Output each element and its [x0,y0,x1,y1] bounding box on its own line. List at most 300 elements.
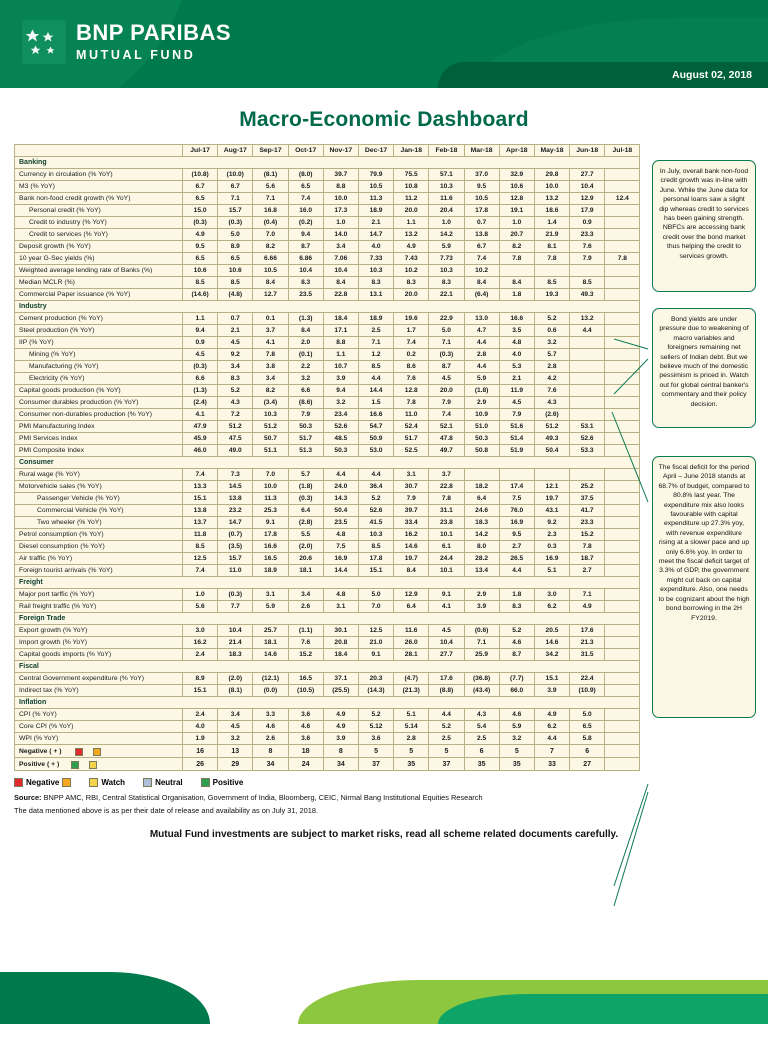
data-cell: 51.1 [253,445,288,457]
data-cell: 2.0 [288,337,323,349]
data-cell: 6.5 [570,721,605,733]
data-cell: 16.6 [499,313,534,325]
data-cell: 8.3 [358,277,393,289]
footer-shape-teal [438,994,768,1024]
table-row [15,289,640,301]
data-cell: 4.6 [499,637,534,649]
data-cell: (8.0) [288,169,323,181]
data-cell: (43.4) [464,685,499,697]
data-cell [605,637,640,649]
table-row [15,529,640,541]
data-cell: 5.12 [358,721,393,733]
data-cell [605,529,640,541]
data-cell: 15.2 [288,649,323,661]
data-cell [605,445,640,457]
totals-cell: 5 [394,745,429,758]
brand-name: BNP PARIBAS [76,20,232,45]
data-cell: 51.7 [394,433,429,445]
table-row [15,337,640,349]
callout-banking: In July, overall bank non-food credit growth was in-line with June. While the June data for personal loans saw a slight dip whereas credit to services has been gaining strength. NBFCs are accessing bank credit over the bond market thus helping the credit to services growth. [652,160,756,292]
data-cell: 5.0 [429,325,464,337]
data-cell: 22.8 [429,481,464,493]
table-row [15,277,640,289]
data-cell [570,265,605,277]
totals-cell: 26 [183,758,218,771]
data-cell: 39.7 [323,169,358,181]
data-cell: 8.5 [570,277,605,289]
data-cell: 76.0 [499,505,534,517]
data-cell: 0.9 [183,337,218,349]
data-cell: 18.6 [534,205,569,217]
data-cell [570,385,605,397]
column-header-oct-17: Oct-17 [288,145,323,157]
data-cell: (2.6) [534,409,569,421]
legend-item-positive [201,778,244,787]
data-cell [605,325,640,337]
data-cell: 7.6 [394,373,429,385]
data-cell: 10.4 [570,181,605,193]
data-cell: 3.6 [288,709,323,721]
page-header [0,0,768,88]
data-cell: 1.2 [358,349,393,361]
data-cell: 1.0 [183,589,218,601]
data-cell: 49.3 [570,289,605,301]
data-cell: 2.5 [358,325,393,337]
data-cell: 10.6 [499,181,534,193]
legend-label-negative: Negative [26,778,60,787]
section-title: Consumer [15,457,640,469]
data-cell [605,361,640,373]
data-cell: 3.7 [253,325,288,337]
table-row [15,325,640,337]
data-cell: 66.0 [499,685,534,697]
column-header-mar-18: Mar-18 [464,145,499,157]
totals-cell [605,745,640,758]
row-label: Currency in circulation (% YoY) [15,169,183,181]
data-cell: 3.4 [253,373,288,385]
data-cell: 14.7 [358,229,393,241]
data-cell: 3.1 [253,589,288,601]
data-cell: 4.0 [358,241,393,253]
four-stars-icon [22,20,66,64]
data-cell: 10.4 [323,265,358,277]
data-cell: 7.6 [288,637,323,649]
data-cell: 9.4 [288,229,323,241]
data-cell: 2.9 [464,397,499,409]
data-cell: 19.3 [534,289,569,301]
data-cell: 8.3 [394,277,429,289]
table-corner-cell [15,145,183,157]
totals-cell: 33 [534,758,569,771]
data-cell: 3.4 [218,361,253,373]
data-cell: 1.8 [499,289,534,301]
totals-cell: 35 [464,758,499,771]
totals-cell: 34 [253,758,288,771]
data-cell: 16.6 [253,541,288,553]
data-cell: 23.4 [323,409,358,421]
data-cell: 7.5 [499,493,534,505]
data-cell: (3.5) [218,541,253,553]
data-cell: 7.9 [570,253,605,265]
data-cell: 28.1 [394,649,429,661]
data-cell: 23.8 [429,517,464,529]
table-row [15,421,640,433]
data-cell: 7.0 [253,469,288,481]
data-cell: 9.5 [499,529,534,541]
footer-shape-dark-green [0,972,210,1024]
data-cell [605,649,640,661]
data-cell: 7.8 [429,493,464,505]
data-cell: 7.2 [218,409,253,421]
data-cell [605,493,640,505]
data-cell [605,625,640,637]
data-cell: 4.1 [429,601,464,613]
data-cell [605,205,640,217]
data-cell: 5.14 [394,721,429,733]
data-cell: 4.4 [358,373,393,385]
data-cell: 7.4 [288,193,323,205]
data-cell: 16.5 [288,673,323,685]
data-cell: 18.3 [464,517,499,529]
data-cell: (8.8) [429,685,464,697]
data-cell: 34.2 [534,649,569,661]
data-cell: 5.9 [253,601,288,613]
data-cell [605,169,640,181]
data-cell: 11.6 [429,193,464,205]
data-cell: 0.1 [253,313,288,325]
data-cell: 6.5 [288,181,323,193]
data-cell: 7.1 [253,193,288,205]
data-cell: 51.2 [253,421,288,433]
data-cell: 27.7 [429,649,464,661]
data-cell: 7.4 [464,253,499,265]
data-cell: 13.7 [183,517,218,529]
data-cell [605,229,640,241]
data-cell: 31.5 [570,649,605,661]
data-cell: 5.2 [358,493,393,505]
totals-label: Positive ( + ) [15,758,183,771]
data-cell [570,397,605,409]
data-cell: 5.1 [394,709,429,721]
data-cell: 9.4 [183,325,218,337]
legend-item-watch [89,778,125,787]
data-cell: (8.1) [253,169,288,181]
data-cell: 5.5 [288,529,323,541]
data-cell: 16.5 [253,553,288,565]
data-cell: 5.9 [464,373,499,385]
row-label: 10 year G-Sec yields (%) [15,253,183,265]
data-cell: 8.9 [218,241,253,253]
data-cell: 50.3 [464,433,499,445]
row-label: Weighted average lending rate of Banks (%) [15,265,183,277]
section-title: Foreign Trade [15,613,640,625]
data-cell: 33.4 [394,517,429,529]
data-cell: 8.4 [323,277,358,289]
data-cell: 51.6 [499,421,534,433]
data-cell: (1.8) [464,385,499,397]
data-cell: 16.9 [534,553,569,565]
data-cell: 8.3 [429,277,464,289]
data-cell: 18.7 [570,553,605,565]
table-row [15,721,640,733]
data-cell: 50.8 [464,445,499,457]
data-cell: 10.3 [358,265,393,277]
data-cell: 2.1 [358,217,393,229]
table-row [15,601,640,613]
data-cell: 3.6 [288,733,323,745]
data-cell: 6.7 [464,241,499,253]
data-cell: 10.4 [429,637,464,649]
data-cell: 8.2 [253,385,288,397]
totals-cell: 16 [183,745,218,758]
data-cell: 3.8 [253,361,288,373]
row-label: IIP (% YoY) [15,337,183,349]
data-cell: 3.1 [394,469,429,481]
data-cell: (0.3) [429,349,464,361]
data-cell: 15.0 [183,205,218,217]
data-cell: 6.4 [288,505,323,517]
totals-cell: 6 [570,745,605,758]
totals-row [15,745,640,758]
row-label: Commercial Paper issuance (% YoY) [15,289,183,301]
row-label: Rail freight traffic (% YoY) [15,601,183,613]
row-label: Air traffic (% YoY) [15,553,183,565]
data-cell: 3.3 [253,709,288,721]
data-cell: (1.3) [183,385,218,397]
data-cell: 5.0 [570,709,605,721]
data-cell: 6.7 [183,181,218,193]
data-cell: 6.86 [288,253,323,265]
data-cell: 3.4 [323,241,358,253]
data-cell: 8.4 [253,277,288,289]
data-cell: 41.5 [358,517,393,529]
row-label: Electricity (% YoY) [15,373,183,385]
table-row [15,709,640,721]
data-cell: 17.6 [570,625,605,637]
data-cell: 52.6 [323,421,358,433]
data-cell: 10.9 [464,409,499,421]
data-cell [605,721,640,733]
data-cell: 47.9 [183,421,218,433]
data-cell: 8.6 [394,361,429,373]
data-cell: 3.2 [218,733,253,745]
data-cell: 18.4 [323,313,358,325]
data-cell: 18.1 [288,565,323,577]
data-cell: 12.7 [253,289,288,301]
data-cell [605,373,640,385]
data-cell: 3.9 [464,601,499,613]
data-cell: 13.0 [464,313,499,325]
totals-cell: 37 [358,758,393,771]
data-cell: 7.3 [218,469,253,481]
data-cell: 9.5 [464,181,499,193]
data-cell [534,265,569,277]
section-row [15,577,640,589]
data-cell: 46.0 [183,445,218,457]
table-row [15,553,640,565]
macro-economic-table [14,144,640,771]
data-cell: 4.4 [464,337,499,349]
totals-cell: 6 [464,745,499,758]
data-cell: 9.2 [218,349,253,361]
data-cell: 3.5 [499,325,534,337]
data-cell: 50.3 [323,445,358,457]
data-cell: 4.3 [218,397,253,409]
data-cell: 17.8 [358,553,393,565]
data-cell: 2.4 [183,649,218,661]
data-cell: 11.9 [499,385,534,397]
data-cell: 45.9 [183,433,218,445]
data-cell: 7.5 [323,541,358,553]
data-cell: 0.7 [218,313,253,325]
data-cell [605,709,640,721]
data-cell [570,349,605,361]
data-cell: 9.1 [429,589,464,601]
row-label: Passenger Vehicle (% YoY) [15,493,183,505]
data-cell: 19.6 [394,313,429,325]
data-cell: (0.3) [183,217,218,229]
data-cell: 7.9 [499,409,534,421]
row-label: PMI Manufacturing Index [15,421,183,433]
data-cell: 7.8 [534,253,569,265]
data-cell: 2.7 [570,565,605,577]
data-cell: 10.3 [253,409,288,421]
data-cell: 7.33 [358,253,393,265]
data-cell: 6.5 [218,253,253,265]
data-cell: 50.3 [288,421,323,433]
totals-cell: 34 [323,758,358,771]
data-cell: 11.6 [394,625,429,637]
column-header-jul-18: Jul-18 [605,145,640,157]
data-cell: 13.3 [183,481,218,493]
data-cell: 7.4 [394,337,429,349]
data-cell [605,385,640,397]
data-cell: 14.3 [323,493,358,505]
data-cell [605,277,640,289]
swatch-orange-icon [93,748,101,756]
bnp-paribas-logo [22,20,66,64]
data-cell: 6.5 [183,193,218,205]
data-cell: 18.9 [358,205,393,217]
data-cell: 3.4 [218,709,253,721]
row-label: Core CPI (% YoY) [15,721,183,733]
data-cell: 1.1 [183,313,218,325]
data-cell: 20.3 [358,673,393,685]
data-cell: 7.8 [605,253,640,265]
data-cell: 22.1 [429,289,464,301]
column-header-apr-18: Apr-18 [499,145,534,157]
data-cell [499,265,534,277]
callout-fiscal-deficit: The fiscal deficit for the period April – June 2018 stands at 68.7% of budget, compared to 80.8% last year. The expenditure mix also looks favourable with capital expenditure up 27.3% yoy, with revenue expenditure rising at a slower pace and up only 6.6% yoy. In order to meet the fiscal deficit target of 3.3% of GDP, the government might cut back on capital expenditure. Also, one needs to be cognizant about the high bond borrowing in the 2H FY2019. [652,456,756,718]
data-cell: 2.2 [288,361,323,373]
dashboard-table-wrapper [14,144,640,815]
data-cell: 7.8 [253,349,288,361]
data-cell: 12.5 [358,625,393,637]
data-cell: (0.3) [183,361,218,373]
data-cell: (14.6) [183,289,218,301]
data-cell: 52.5 [394,445,429,457]
data-cell: 0.2 [394,349,429,361]
data-cell: 8.7 [499,649,534,661]
swatch-yellow-icon [89,761,97,769]
table-row [15,469,640,481]
row-label: Export growth (% YoY) [15,625,183,637]
column-header-may-18: May-18 [534,145,569,157]
data-cell: 4.8 [323,529,358,541]
data-cell: 3.9 [323,373,358,385]
data-cell: (0.4) [253,217,288,229]
row-label: Motorvehicle sales (% YoY) [15,481,183,493]
data-cell: 4.8 [499,337,534,349]
legend [14,778,640,787]
data-cell: 3.2 [499,733,534,745]
data-cell: 3.2 [534,337,569,349]
data-cell: 51.7 [288,433,323,445]
column-header-dec-17: Dec-17 [358,145,393,157]
table-row [15,229,640,241]
data-cell: 24.6 [464,505,499,517]
data-cell: 47.5 [218,433,253,445]
totals-cell: 24 [288,758,323,771]
data-cell: 6.2 [534,601,569,613]
row-label: Import growth (% YoY) [15,637,183,649]
data-cell: 13.8 [183,505,218,517]
data-cell: 30.7 [394,481,429,493]
column-header-nov-17: Nov-17 [323,145,358,157]
data-cell: 10.5 [464,193,499,205]
data-cell: 19.7 [394,553,429,565]
row-label: PMI Composite Index [15,445,183,457]
header-date: August 02, 2018 [438,62,768,88]
row-label: Median MCLR (%) [15,277,183,289]
totals-label: Negative ( + ) [15,745,183,758]
data-cell: 41.7 [570,505,605,517]
data-cell: 4.0 [183,721,218,733]
data-cell: 1.9 [183,733,218,745]
data-cell: 39.7 [394,505,429,517]
data-cell: (0.3) [218,217,253,229]
data-cell: 9.5 [183,241,218,253]
callouts-column [652,144,756,727]
totals-cell: 8 [323,745,358,758]
data-cell: 4.9 [323,721,358,733]
data-cell: 21.9 [534,229,569,241]
section-row [15,457,640,469]
row-label: Capital goods imports (% YoY) [15,649,183,661]
data-cell: 2.6 [288,601,323,613]
data-cell: 1.4 [534,217,569,229]
data-cell: 1.7 [394,325,429,337]
data-cell: 2.1 [218,325,253,337]
data-cell: 10.4 [288,265,323,277]
callout-bond-yields: Bond yields are under pressure due to weakening of macro variables and foreigners remaining net sellers of Indian debt. But we believe much of the domestic pessimism is priced in. Watch out for global central banker's commentary and their policy decision. [652,308,756,428]
data-cell: 52.6 [570,433,605,445]
data-cell: (1.3) [288,313,323,325]
totals-cell: 35 [394,758,429,771]
data-cell: 0.3 [534,541,569,553]
data-cell: 79.9 [358,169,393,181]
data-cell: 10.7 [323,361,358,373]
column-header-sep-17: Sep-17 [253,145,288,157]
table-row [15,493,640,505]
data-cell: 20.5 [534,625,569,637]
data-cell: 8.5 [218,277,253,289]
data-cell [499,469,534,481]
data-cell: 8.4 [499,277,534,289]
data-cell: 10.3 [358,529,393,541]
data-cell: (1.1) [288,625,323,637]
data-cell: 10.5 [358,181,393,193]
